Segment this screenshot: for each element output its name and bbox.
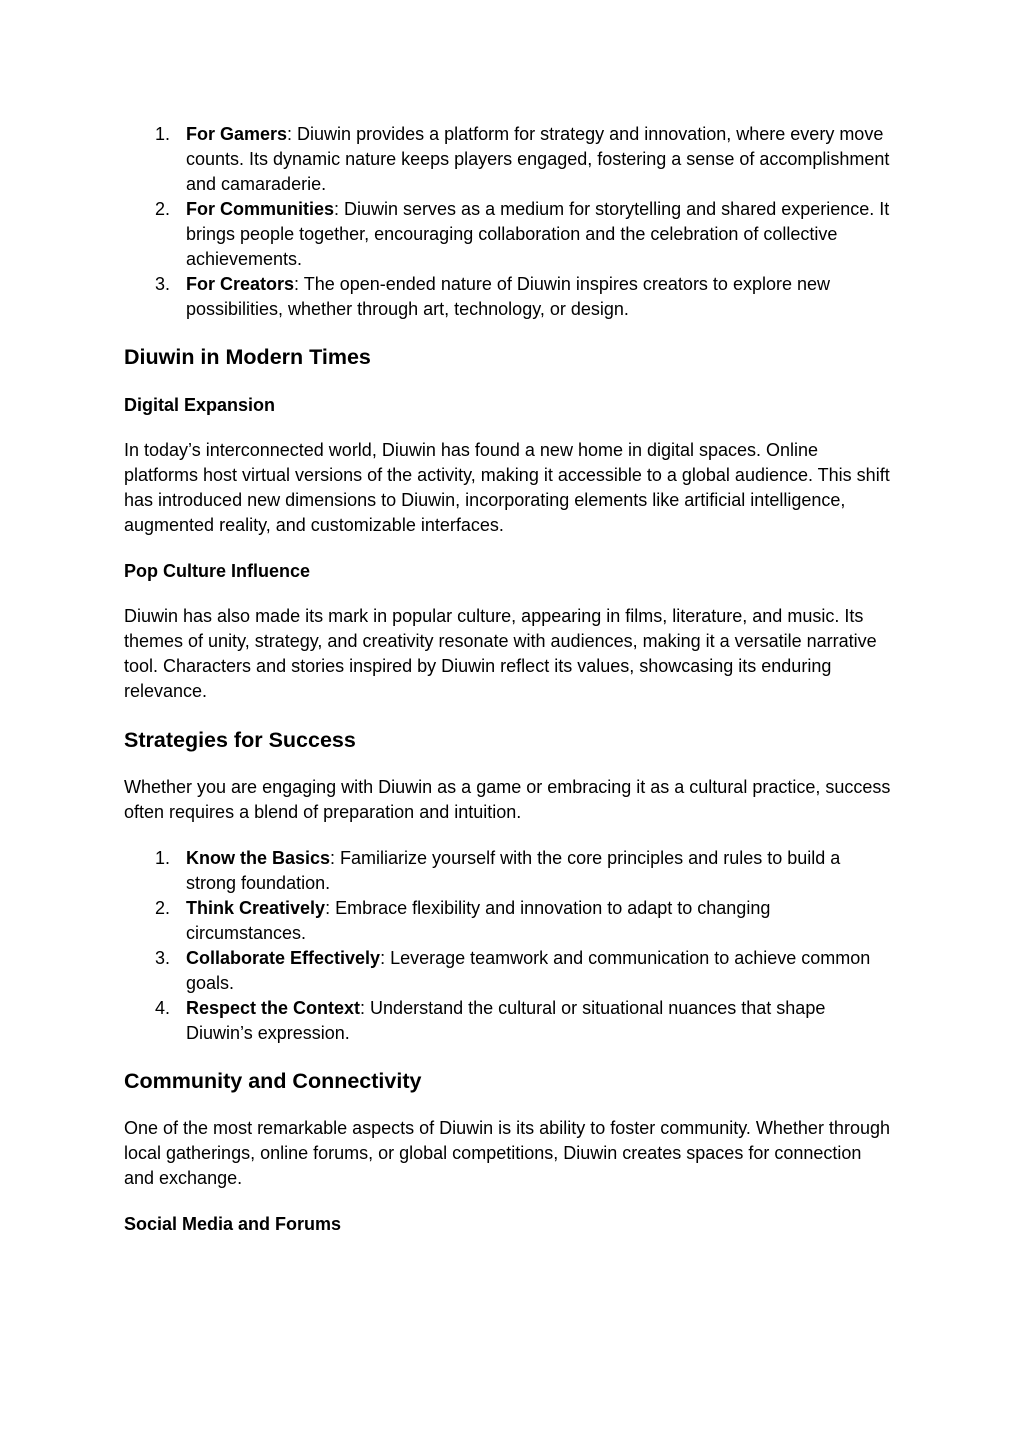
heading-community: Community and Connectivity	[124, 1069, 422, 1093]
audience-list	[124, 122, 894, 322]
list-item: 1. Know the Basics: Familiarize yourself with the core principles and rules to build a strong foundation.	[155, 848, 841, 893]
list-item: 2. For Communities: Diuwin serves as a medium for storytelling and shared experience. It brings people together, encouraging collaboration and the celebration of collective achievements.	[155, 199, 890, 269]
strategies-list	[124, 846, 894, 1046]
paragraph-community: One of the most remarkable aspects of Diuwin is its ability to foster community. Whether through local gatherings, online forums, or global competitions, Diuwin creates spaces for connection and exchange.	[124, 1118, 890, 1188]
list-item: 2. Think Creatively: Embrace flexibility and innovation to adapt to changing circumstances.	[155, 898, 771, 943]
list-item: 3. For Creators: The open-ended nature of Diuwin inspires creators to explore new possibilities, whether through art, technology, or design.	[155, 274, 831, 319]
heading-digital-expansion: Digital Expansion	[124, 395, 276, 415]
list-item: 1. For Gamers: Diuwin provides a platform for strategy and innovation, where every move counts. Its dynamic nature keeps players engaged, fostering a sense of accomplishment and camaraderie.	[155, 124, 890, 194]
heading-strategies: Strategies for Success	[124, 728, 356, 752]
list-item: 3. Collaborate Effectively: Leverage teamwork and communication to achieve common goals.	[155, 948, 871, 993]
paragraph-strategies-intro: Whether you are engaging with Diuwin as a game or embracing it as a cultural practice, success often requires a blend of preparation and intuition.	[124, 777, 891, 822]
heading-modern-times: Diuwin in Modern Times	[124, 345, 371, 369]
list-item: 4. Respect the Context: Understand the cultural or situational nuances that shape Diuwin’s expression.	[155, 998, 826, 1043]
paragraph-pop-culture: Diuwin has also made its mark in popular culture, appearing in films, literature, and music. Its themes of unity, strategy, and creativity resonate with audiences, making it a versatile narrative tool. Characters and stories inspired by Diuwin reflect its values, showcasing its enduring relevance.	[124, 606, 877, 701]
heading-pop-culture: Pop Culture Influence	[124, 561, 311, 581]
heading-social-media: Social Media and Forums	[124, 1214, 342, 1234]
paragraph-digital-expansion: In today’s interconnected world, Diuwin has found a new home in digital spaces. Online platforms host virtual versions of the activity, making it accessible to a global audience. This shift has introduced new dimensions to Diuwin, incorporating elements like artificial intelligence, augmented reality, and customizable interfaces.	[124, 440, 890, 535]
